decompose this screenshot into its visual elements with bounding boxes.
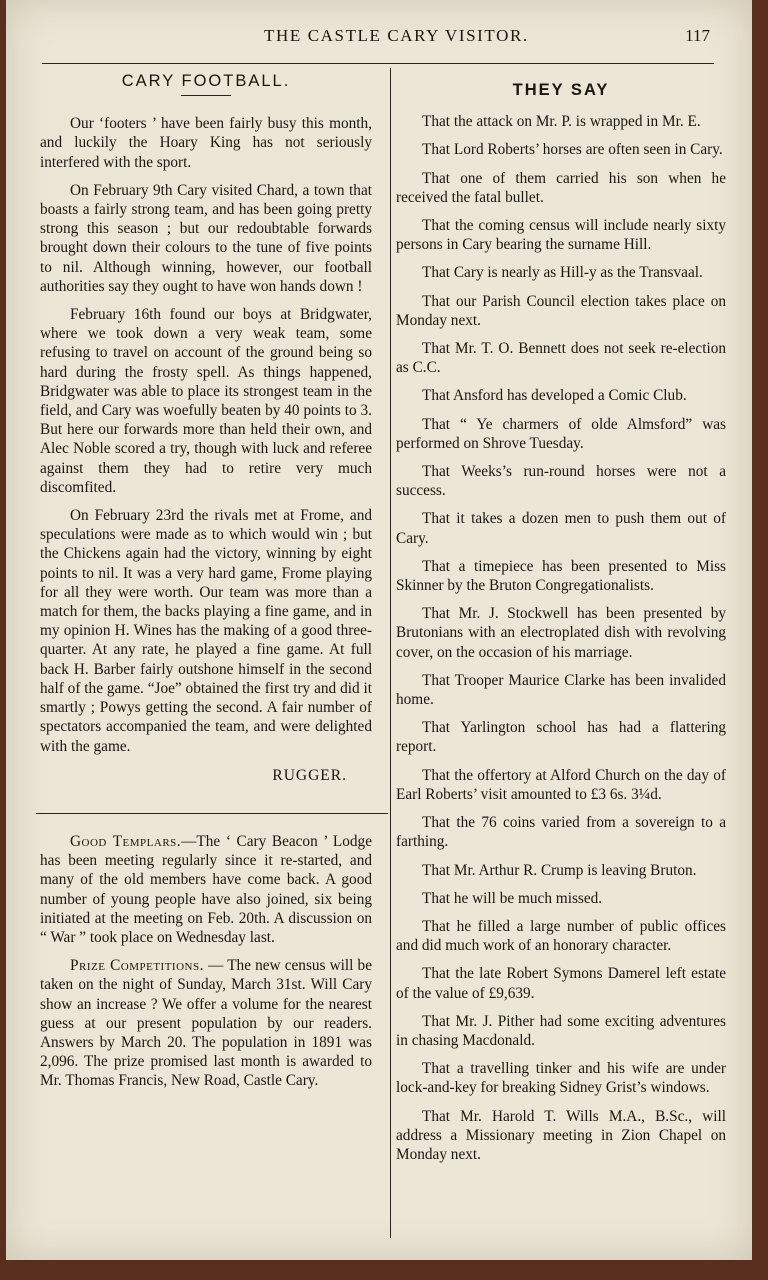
- column-divider: [390, 68, 391, 1238]
- they-say-item: That “ Ye charmers of olde Almsford” was performed on Shrove Tuesday.: [396, 415, 726, 452]
- they-say-item: That Lord Roberts’ horses are often seen in Cary.: [422, 141, 723, 159]
- section-separator: [36, 813, 388, 814]
- they-say-item: That Mr. J. Pither had some exciting adventures in chasing Macdonald.: [396, 1012, 726, 1049]
- they-say-item: That he filled a large number of public offices and did much work of an honorary character.: [396, 917, 726, 955]
- prize-text: — The new census will be taken on the night of Sunday, March 31st. Will Cary show an increase ? We offer a volume for the nearest guess at our present population by our readers. Answers by March 20. The population in 1891 was 2,096. The prize promised last month is awarded to Mr. Thomas Francis, New Road, Castle Cary.: [40, 957, 372, 1090]
- they-say-item: That the coming census will include nearly sixty persons in Cary bearing the surname Hill.: [396, 217, 726, 254]
- header-rule: [42, 63, 714, 64]
- they-say-item: That the late Robert Symons Damerel left estate of the value of £9,639.: [396, 965, 726, 1002]
- they-say-item: That Yarlington school has had a flattering report.: [396, 719, 726, 756]
- they-say-item: That one of them carried his son when he received the fatal bullet.: [396, 169, 726, 206]
- football-paragraph: On February 23rd the rivals met at Frome, and speculations were made as to which would win ; but the Chickens again had the victory, winning by eight points to nil. It was a very hard game, Frome playing for all they were worth. Our team was more than a match for them, the backs playing a fine game, and in my opinion H. Wines has the making of a good three-quarter. At any rate, he played a fine game. At full back H. Barber fairly outshone himself in the second half of the game. “Joe” obtained the first try and did it smartly ; Powys getting the second. A fair number of spectators accompanied the team, and were delighted with the game.: [40, 507, 372, 755]
- football-paragraph: Our ‘footers ’ have been fairly busy this month, and luckily the Hoary King has not seriously interfered with the sport.: [40, 115, 372, 171]
- they-say-item: That a travelling tinker and his wife are under lock-and-key for breaking Sidney Grist’s windows.: [396, 1060, 726, 1097]
- they-say-item: That Mr. T. O. Bennett does not seek re-election as C.C.: [396, 340, 726, 377]
- they-say-item: That Ansford has developed a Comic Club.: [422, 387, 687, 405]
- they-say-item: That a timepiece has been presented to Miss Skinner by the Bruton Congregationalists.: [396, 557, 726, 595]
- templars-label: Good Templars.: [70, 832, 182, 850]
- they-say-item: That our Parish Council election takes place on Monday next.: [396, 292, 726, 329]
- football-heading: CARY FOOTBALL.: [121, 72, 291, 90]
- they-say-item: That the 76 coins varied from a sovereign to a farthing.: [396, 814, 726, 851]
- right-column: [396, 75, 726, 1173]
- templars-text: —The ‘ Cary Beacon ’ Lodge has been meeting regularly since it re-started, and many of the old members have come back. A good number of young people have also joined, six being initiated at the meeting on Feb. 20th. A discussion on “ War ” took place on Wednesday last.: [40, 832, 372, 946]
- running-header: [6, 26, 752, 54]
- they-say-item: That the offertory at Alford Church on the day of Earl Roberts’ visit amounted to £3 6s. 3¼d.: [396, 766, 726, 803]
- publication-title: THE CASTLE CARY VISITOR.: [264, 26, 529, 45]
- they-say-item: That it takes a dozen men to push them out of Cary.: [396, 510, 726, 547]
- prize-paragraph: [40, 956, 372, 1090]
- heading-rule: [181, 95, 231, 96]
- football-paragraph: On February 9th Cary visited Chard, a town that boasts a fairly strong team, and has been going pretty strong this season ; but our redoubtable forwards brought down their colours to the tune of five points to nil. Although winning, however, our football authorities say they ought to have won hands down !: [40, 181, 372, 295]
- they-say-item: That Trooper Maurice Clarke has been invalided home.: [396, 671, 726, 709]
- they-say-item: That Cary is nearly as Hill-y as the Transvaal.: [422, 264, 703, 282]
- they-say-item: That he will be much missed.: [422, 889, 603, 907]
- page-number: 117: [685, 26, 710, 45]
- they-say-heading: THEY SAY: [512, 81, 610, 99]
- football-paragraph: February 16th found our boys at Bridgwater, where we took down a very weak team, some refusing to travel on account of the ground being so hard during the frosty spell. As things happened, Bridgwater was able to place its strongest team in the field, and Cary was woefully beaten by 40 points to 3. But here our forwards more than held their own, and Alec Noble scored a try, though with luck and referee against them they had to retire very much discomfited.: [40, 306, 372, 496]
- author-signature: RUGGER.: [272, 766, 347, 784]
- they-say-item: That the attack on Mr. P. is wrapped in Mr. E.: [422, 113, 701, 131]
- magazine-page: [6, 0, 752, 1260]
- templars-paragraph: [40, 832, 372, 947]
- they-say-item: That Weeks’s run-round horses were not a success.: [396, 463, 726, 500]
- they-say-item: That Mr. J. Stockwell has been presented by Brutonians with an electroplated dish with revolving cover, on the occasion of his marriage.: [396, 605, 726, 661]
- prize-label: Prize Competitions.: [70, 957, 204, 975]
- they-say-item: That Mr. Arthur R. Crump is leaving Bruton.: [422, 861, 697, 879]
- they-say-item: That Mr. Harold T. Wills M.A., B.Sc., will address a Missionary meeting in Zion Chapel on Monday next.: [396, 1107, 726, 1163]
- left-column: [40, 72, 372, 1100]
